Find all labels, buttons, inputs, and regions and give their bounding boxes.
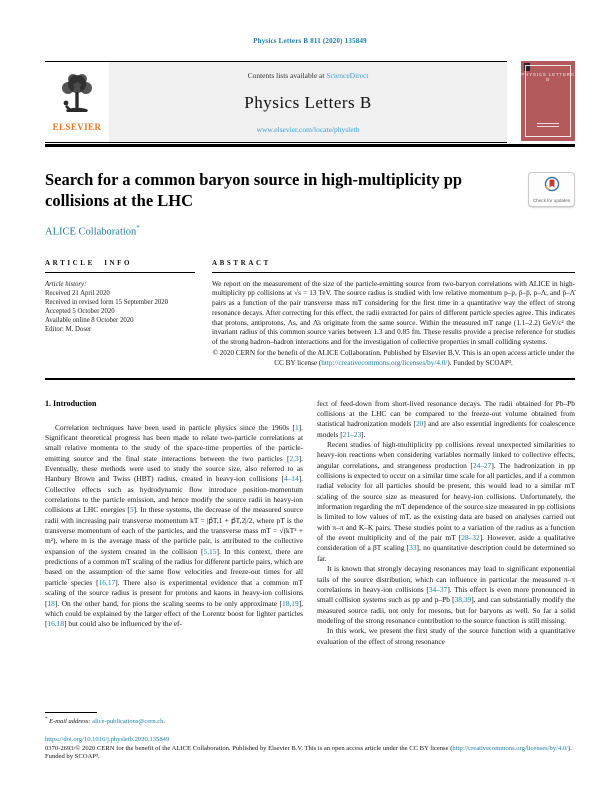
- citation-ref[interactable]: 2,3: [289, 453, 299, 463]
- page-footer: [45, 736, 575, 763]
- citation-ref[interactable]: 16,18: [47, 619, 65, 629]
- footnote-email-line: [45, 717, 303, 725]
- contents-line: [113, 71, 503, 80]
- cover-title: PHYSICS LETTERS B: [521, 72, 575, 82]
- footnote-period: .: [163, 717, 165, 725]
- body-paragraph: Recent studies of high-multiplicity pp collisions reveal unexpected similarities to heavy-ion reactions when considering variables normally linked to collective effects, angular correlations, and strangeness production [24–27]. The hadronization in pp collisions is expected to occur on a similar time scale for all particles, and if a common radial velocity for all particles should be present, this would lead to a similar mT scaling of the source size as measured for heavy-ion collisions. Unfortunately, the information regarding the mT dependence of the source size measured in pp collisions is limited to low values of mT, as the existing data are based on analyses carried out with π–π and K–K pairs. These studies point to a variation of the radius as a function of the event multiplicity and of the pair mT [28–32]. However, aside a qualitative consideration of a βT scaling [33], no quantitative description could be determined so far.: [317, 440, 575, 563]
- article-info-column: [45, 259, 195, 369]
- citation-ref[interactable]: 24–27: [472, 460, 492, 470]
- copyright-text-end: ). Funded by SCOAP³.: [447, 358, 513, 367]
- elsevier-logo[interactable]: [45, 62, 109, 142]
- history-received: Received 21 April 2020: [45, 289, 110, 297]
- citation-ref[interactable]: 16,17: [98, 577, 116, 587]
- citation-ref[interactable]: 34–37: [428, 584, 448, 594]
- citation-ref[interactable]: 5: [129, 505, 134, 515]
- journal-homepage-link[interactable]: www.elsevier.com/locate/physletb: [256, 125, 360, 134]
- cover-footer-lines: [537, 121, 559, 129]
- body-paragraph: Correlation techniques have been used in particle physics since the 1960s [1]. Significant theoretical progress has been made to relate two-particle correlations at small relative momenta to the study of the space-time properties of the particle-emitting source and the final state interactions between the two particles [2,3]. Eventually, these methods were used to study the source size, also referred to as Hanbury Brown and Twiss (HBT) radius, created in heavy-ion collisions [4–14]. Collective effects such as hydrodynamic flow introduce position-momentum correlations to the particle emission, and hence modify the source radii in heavy-ion collisions at LHC energies [5]. In these systems, the decrease of the measured source radii with increasing pair transverse momentum kT = |p⃗T,1 + p⃗T,2|/2, where pT is the transverse momentum of each of the particles, and the transverse mass mT = √(kT² + m²), where m is the average mass of the particle pair, is attributed to the collective expansion of the system created in the collision [5,15]. In this context, there are predictions of a common mT scaling of the radius for different particle pairs, which are based on the assumption of the same flow velocities and freeze-out times for all particle species [16,17]. There also is experimental evidence that a common mT scaling of the source radius is present for protons and kaons in heavy-ion collisions [18]. On the other hand, for pions the scaling seems to be only approximate [18,19], which could be explained by the larger effect of the Lorentz boost for lighter particles [16,18] but could also be influenced by the ef-: [45, 422, 304, 629]
- author-footnote-mark[interactable]: *: [136, 224, 140, 232]
- issn-text: 0370-2693/© 2020 CERN for the benefit of the ALICE Collaboration. Published by Elsevier B.V. This is an open access article under the CC BY license (: [45, 744, 453, 752]
- article-info-rule: [45, 272, 195, 273]
- email-link[interactable]: alice-publications@cern.ch: [92, 717, 164, 725]
- abstract-rule: [212, 272, 575, 273]
- history-revised: Received in revised form 15 September 2020: [45, 298, 169, 306]
- abstract-column: [212, 259, 575, 369]
- sciencedirect-link[interactable]: ScienceDirect: [326, 71, 369, 80]
- footer-license-link[interactable]: http://creativecommons.org/licenses/by/4.0/: [452, 744, 569, 752]
- citation-ref[interactable]: 1: [294, 422, 299, 432]
- footnote-mark: *: [45, 716, 48, 722]
- check-for-updates-button[interactable]: [528, 172, 575, 207]
- author-line: [45, 224, 575, 238]
- cc-by-license-link[interactable]: http://creativecommons.org/licenses/by/4.0/: [321, 358, 448, 367]
- citation-ref[interactable]: 28–32: [461, 533, 480, 543]
- history-accepted: Accepted 5 October 2020: [45, 307, 115, 315]
- journal-header-banner: [45, 61, 575, 143]
- article-history-label: Article history:: [45, 280, 87, 288]
- doi-link[interactable]: https://doi.org/10.1016/j.physletb.2020.135849: [45, 735, 170, 743]
- body-paragraph: It is known that strongly decaying resonances may lead to significant exponential tails of the source distribution, which can influence in particular the measured π–π correlations in heavy-ion collisions [34–37]. This effect is even more pronounced in small collision systems such as pp and p–Pb [38,39], and can substantially modify the measured source radii, not only for mesons, but for baryons as well. So far a solid modeling of the strong resonance contribution to the source function is still missing.: [317, 564, 575, 625]
- history-online: Available online 8 October 2020: [45, 316, 134, 324]
- issn-text-end: ). Funded by SCOAP³.: [45, 744, 572, 761]
- journal-title: Physics Letters B: [244, 92, 372, 112]
- contents-prefix: Contents lists available at: [247, 71, 327, 80]
- header-main: [45, 61, 507, 143]
- section-heading-introduction: 1. Introduction: [45, 398, 97, 408]
- abstract-text: We report on the measurement of the size of the particle-emitting source from two-baryon correlations with ALICE in high-multiplicity pp collisions at √s = 13 TeV. The source radius is studied with low relative momentum p–p, p̄–p̄, p–Λ, and p̄–Λ̄ pairs as a function of the pair transverse mass mT considering for the first time in a quantitative way the effect of strong resonance decays. After correcting for this effect, the radii extracted for pairs of different particle species agree. This indicates that protons, antiprotons, Λs, and Λ̄s originate from the same source. Within the measured mT range (1.1–2.2) GeV/c² the invariant radius of this common source varies between 1.3 and 0.85 fm. These results provide a precise reference for studies of the strong hadron–hadron interactions and for the investigation of collective properties in small colliding systems.: [212, 279, 575, 347]
- journal-cover-thumbnail[interactable]: [521, 61, 575, 141]
- citation-ref[interactable]: 38,39: [454, 595, 472, 605]
- abstract-heading: ABSTRACT: [212, 258, 271, 267]
- abstract-copyright: [212, 349, 575, 369]
- footnote-rule: [45, 712, 97, 713]
- journal-citation-link[interactable]: Physics Letters B 811 (2020) 135849: [253, 37, 367, 45]
- elsevier-wordmark: ELSEVIER: [52, 122, 102, 132]
- citation-ref[interactable]: 18: [47, 598, 55, 608]
- page-title: Search for a common baryon source in high-multiplicity pp collisions at the LHC: [45, 170, 463, 210]
- citation-ref[interactable]: 4–14: [283, 474, 299, 484]
- article-info-heading: ARTICLE INFO: [45, 258, 133, 267]
- collaboration-name[interactable]: ALICE Collaboration: [45, 226, 137, 238]
- body-left-column: [45, 399, 303, 725]
- citation-ref[interactable]: 21–23: [342, 429, 362, 439]
- citation-ref[interactable]: 18,19: [282, 598, 299, 608]
- elsevier-tree-icon: [58, 72, 96, 121]
- abstract-divider: [45, 378, 575, 380]
- body-paragraph: In this work, we present the first study of the source function with a quantitative evaluation of the effect of strong resonance: [317, 626, 575, 646]
- footnote-block: [45, 712, 303, 725]
- issn-copyright-line: [45, 745, 575, 763]
- check-for-updates-icon: [544, 176, 560, 197]
- citation-ref[interactable]: 5,15: [203, 546, 217, 556]
- body-right-column: [317, 399, 575, 725]
- copyright-text: © 2020 CERN for the benefit of the ALICE Collaboration. Published by Elsevier B.V. This is an open access article under the CC BY license (: [212, 349, 575, 367]
- journal-masthead: [109, 62, 507, 142]
- citation-ref[interactable]: 20: [415, 419, 424, 429]
- footnote-label: E-mail address:: [49, 717, 93, 725]
- check-for-updates-label: Check for updates: [532, 197, 571, 203]
- body-paragraph: fect of feed-down from short-lived resonance decays. The radii obtained for Pb–Pb collisions at the LHC can be compared to the freeze-out volume obtained from statistical hadronization models [20] and are also essential ingredients for coalescence models [21–23].: [317, 398, 575, 439]
- header-divider: [45, 144, 575, 147]
- history-editor: Editor: M. Doser: [45, 325, 92, 333]
- citation-ref[interactable]: 33: [409, 543, 417, 553]
